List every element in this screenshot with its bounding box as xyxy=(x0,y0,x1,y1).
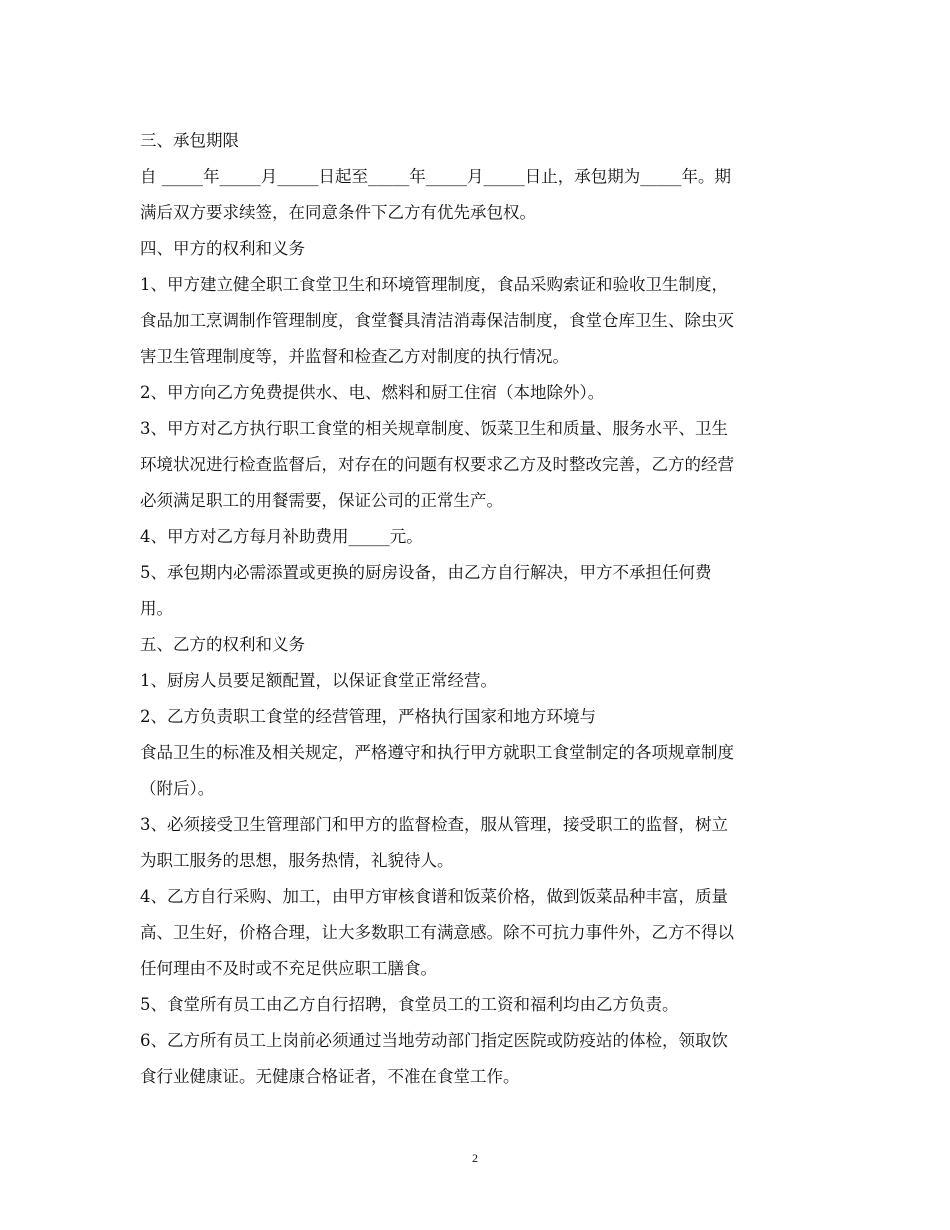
paragraph-line: 用。 xyxy=(140,599,173,618)
paragraph-line: 任何理由不及时或不充足供应职工膳食。 xyxy=(140,959,437,978)
paragraph-line: 5、承包期内必需添置或更换的厨房设备，由乙方自行解决，甲方不承担任何费 xyxy=(140,563,712,582)
paragraph-line: 6、乙方所有员工上岗前必须通过当地劳动部门指定医院或防疫站的体检，领取饮 xyxy=(140,1031,728,1050)
paragraph-line: 自 _____年_____月_____日起至_____年_____月_____日止，承包期为_____年。期 xyxy=(140,167,731,186)
page-number: 2 xyxy=(472,1151,478,1165)
paragraph-line: 4、甲方对乙方每月补助费用_____元。 xyxy=(140,527,423,546)
paragraph-line: 2、甲方向乙方免费提供水、电、燃料和厨工住宿（本地除外）。 xyxy=(140,383,605,402)
section-heading-party-a: 四、甲方的权利和义务 xyxy=(140,239,305,258)
paragraph-line: 环境状况进行检查监督后，对存在的问题有权要求乙方及时整改完善，乙方的经营 xyxy=(140,455,734,474)
paragraph-line: 3、甲方对乙方执行职工食堂的相关规章制度、饭菜卫生和质量、服务水平、卫生 xyxy=(140,419,728,438)
paragraph-line: 食行业健康证。无健康合格证者，不准在食堂工作。 xyxy=(140,1067,520,1086)
paragraph-line: 高、卫生好，价格合理，让大多数职工有满意感。除不可抗力事件外，乙方不得以 xyxy=(140,923,734,942)
paragraph-line: 必须满足职工的用餐需要，保证公司的正常生产。 xyxy=(140,491,503,510)
paragraph-line: 食品卫生的标准及相关规定，严格遵守和执行甲方就职工食堂制定的各项规章制度 xyxy=(140,743,734,762)
paragraph-line: 食品加工烹调制作管理制度，食堂餐具清洁消毒保洁制度，食堂仓库卫生、除虫灭 xyxy=(140,311,734,330)
paragraph-line: 2、乙方负责职工食堂的经营管理，严格执行国家和地方环境与 xyxy=(140,707,596,726)
paragraph-line: 3、必须接受卫生管理部门和甲方的监督检查，服从管理，接受职工的监督，树立 xyxy=(140,815,728,834)
section-heading-contract-term: 三、承包期限 xyxy=(140,131,239,150)
paragraph-line: 1、厨房人员要足额配置，以保证食堂正常经营。 xyxy=(140,671,497,690)
paragraph-line: 1、甲方建立健全职工食堂卫生和环境管理制度，食品采购索证和验收卫生制度， xyxy=(140,275,728,294)
paragraph-line: 为职工服务的思想，服务热情，礼貌待人。 xyxy=(140,851,454,870)
section-heading-party-b: 五、乙方的权利和义务 xyxy=(140,635,305,654)
paragraph-line: 满后双方要求续签，在同意条件下乙方有优先承包权。 xyxy=(140,203,536,222)
paragraph-line: 5、食堂所有员工由乙方自行招聘，食堂员工的工资和福利均由乙方负责。 xyxy=(140,995,679,1014)
paragraph-line: 害卫生管理制度等，并监督和检查乙方对制度的执行情况。 xyxy=(140,347,569,366)
paragraph-line: 4、乙方自行采购、加工，由甲方审核食谱和饭菜价格，做到饭菜品种丰富，质量 xyxy=(140,887,728,906)
document-body xyxy=(140,131,820,1087)
paragraph-line: （附后）。 xyxy=(140,779,215,798)
